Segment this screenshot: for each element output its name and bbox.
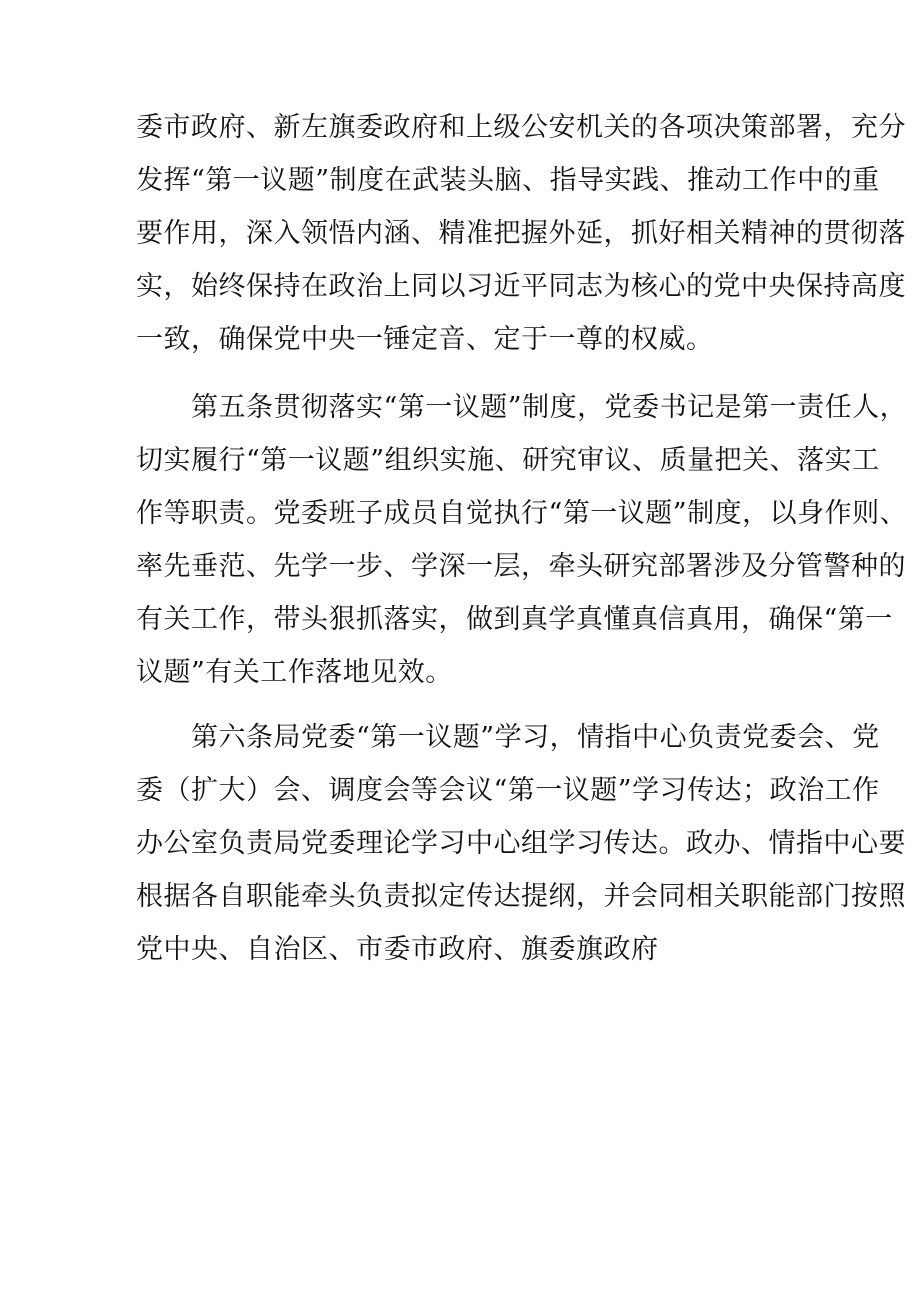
text-line: 作等职责。党委班子成员自觉执行“第一议题”制度，以身作则、: [136, 498, 908, 529]
text-line: 第六条局党委“第一议题”学习，情指中心负责党委会、党: [136, 722, 880, 753]
text-line: 办公室负责局党委理论学习中心组学习传达。政办、情指中心要: [136, 828, 906, 859]
text-line: 一致，确保党中央一锤定音、定于一尊的权威。: [136, 324, 714, 355]
text-line: 发挥“第一议题”制度在武装头脑、指导实践、推动工作中的重: [136, 165, 880, 196]
paragraph-continuation: [136, 101, 906, 366]
text-line: 有关工作，带头狠抓落实，做到真学真懂真信真用，确保“第一: [136, 604, 893, 635]
text-line: 第五条贯彻落实“第一议题”制度，党委书记是第一责任人，: [136, 392, 908, 423]
text-line: 委市政府、新左旗委政府和上级公安机关的各项决策部署，充分: [136, 112, 906, 143]
text-line: 要作用，深入领悟内涵、精准把握外延，抓好相关精神的贯彻落: [136, 218, 906, 249]
text-line: 委（扩大）会、调度会等会议“第一议题”学习传达；政治工作: [136, 775, 880, 806]
text-line: 根据各自职能牵头负责拟定传达提纲，并会同相关职能部门按照: [136, 881, 906, 912]
text-line: 率先垂范、先学一步、学深一层，牵头研究部署涉及分管警种的: [136, 551, 906, 582]
text-line: 实，始终保持在政治上同以习近平同志为核心的党中央保持高度: [136, 271, 906, 302]
text-line: 议题”有关工作落地见效。: [136, 657, 453, 688]
text-line: 党中央、自治区、市委市政府、旗委旗政府: [136, 934, 659, 965]
text-line: 切实履行“第一议题”组织实施、研究审议、质量把关、落实工: [136, 445, 880, 476]
paragraph-article-5: [136, 381, 908, 699]
paragraph-article-6: [136, 711, 906, 976]
